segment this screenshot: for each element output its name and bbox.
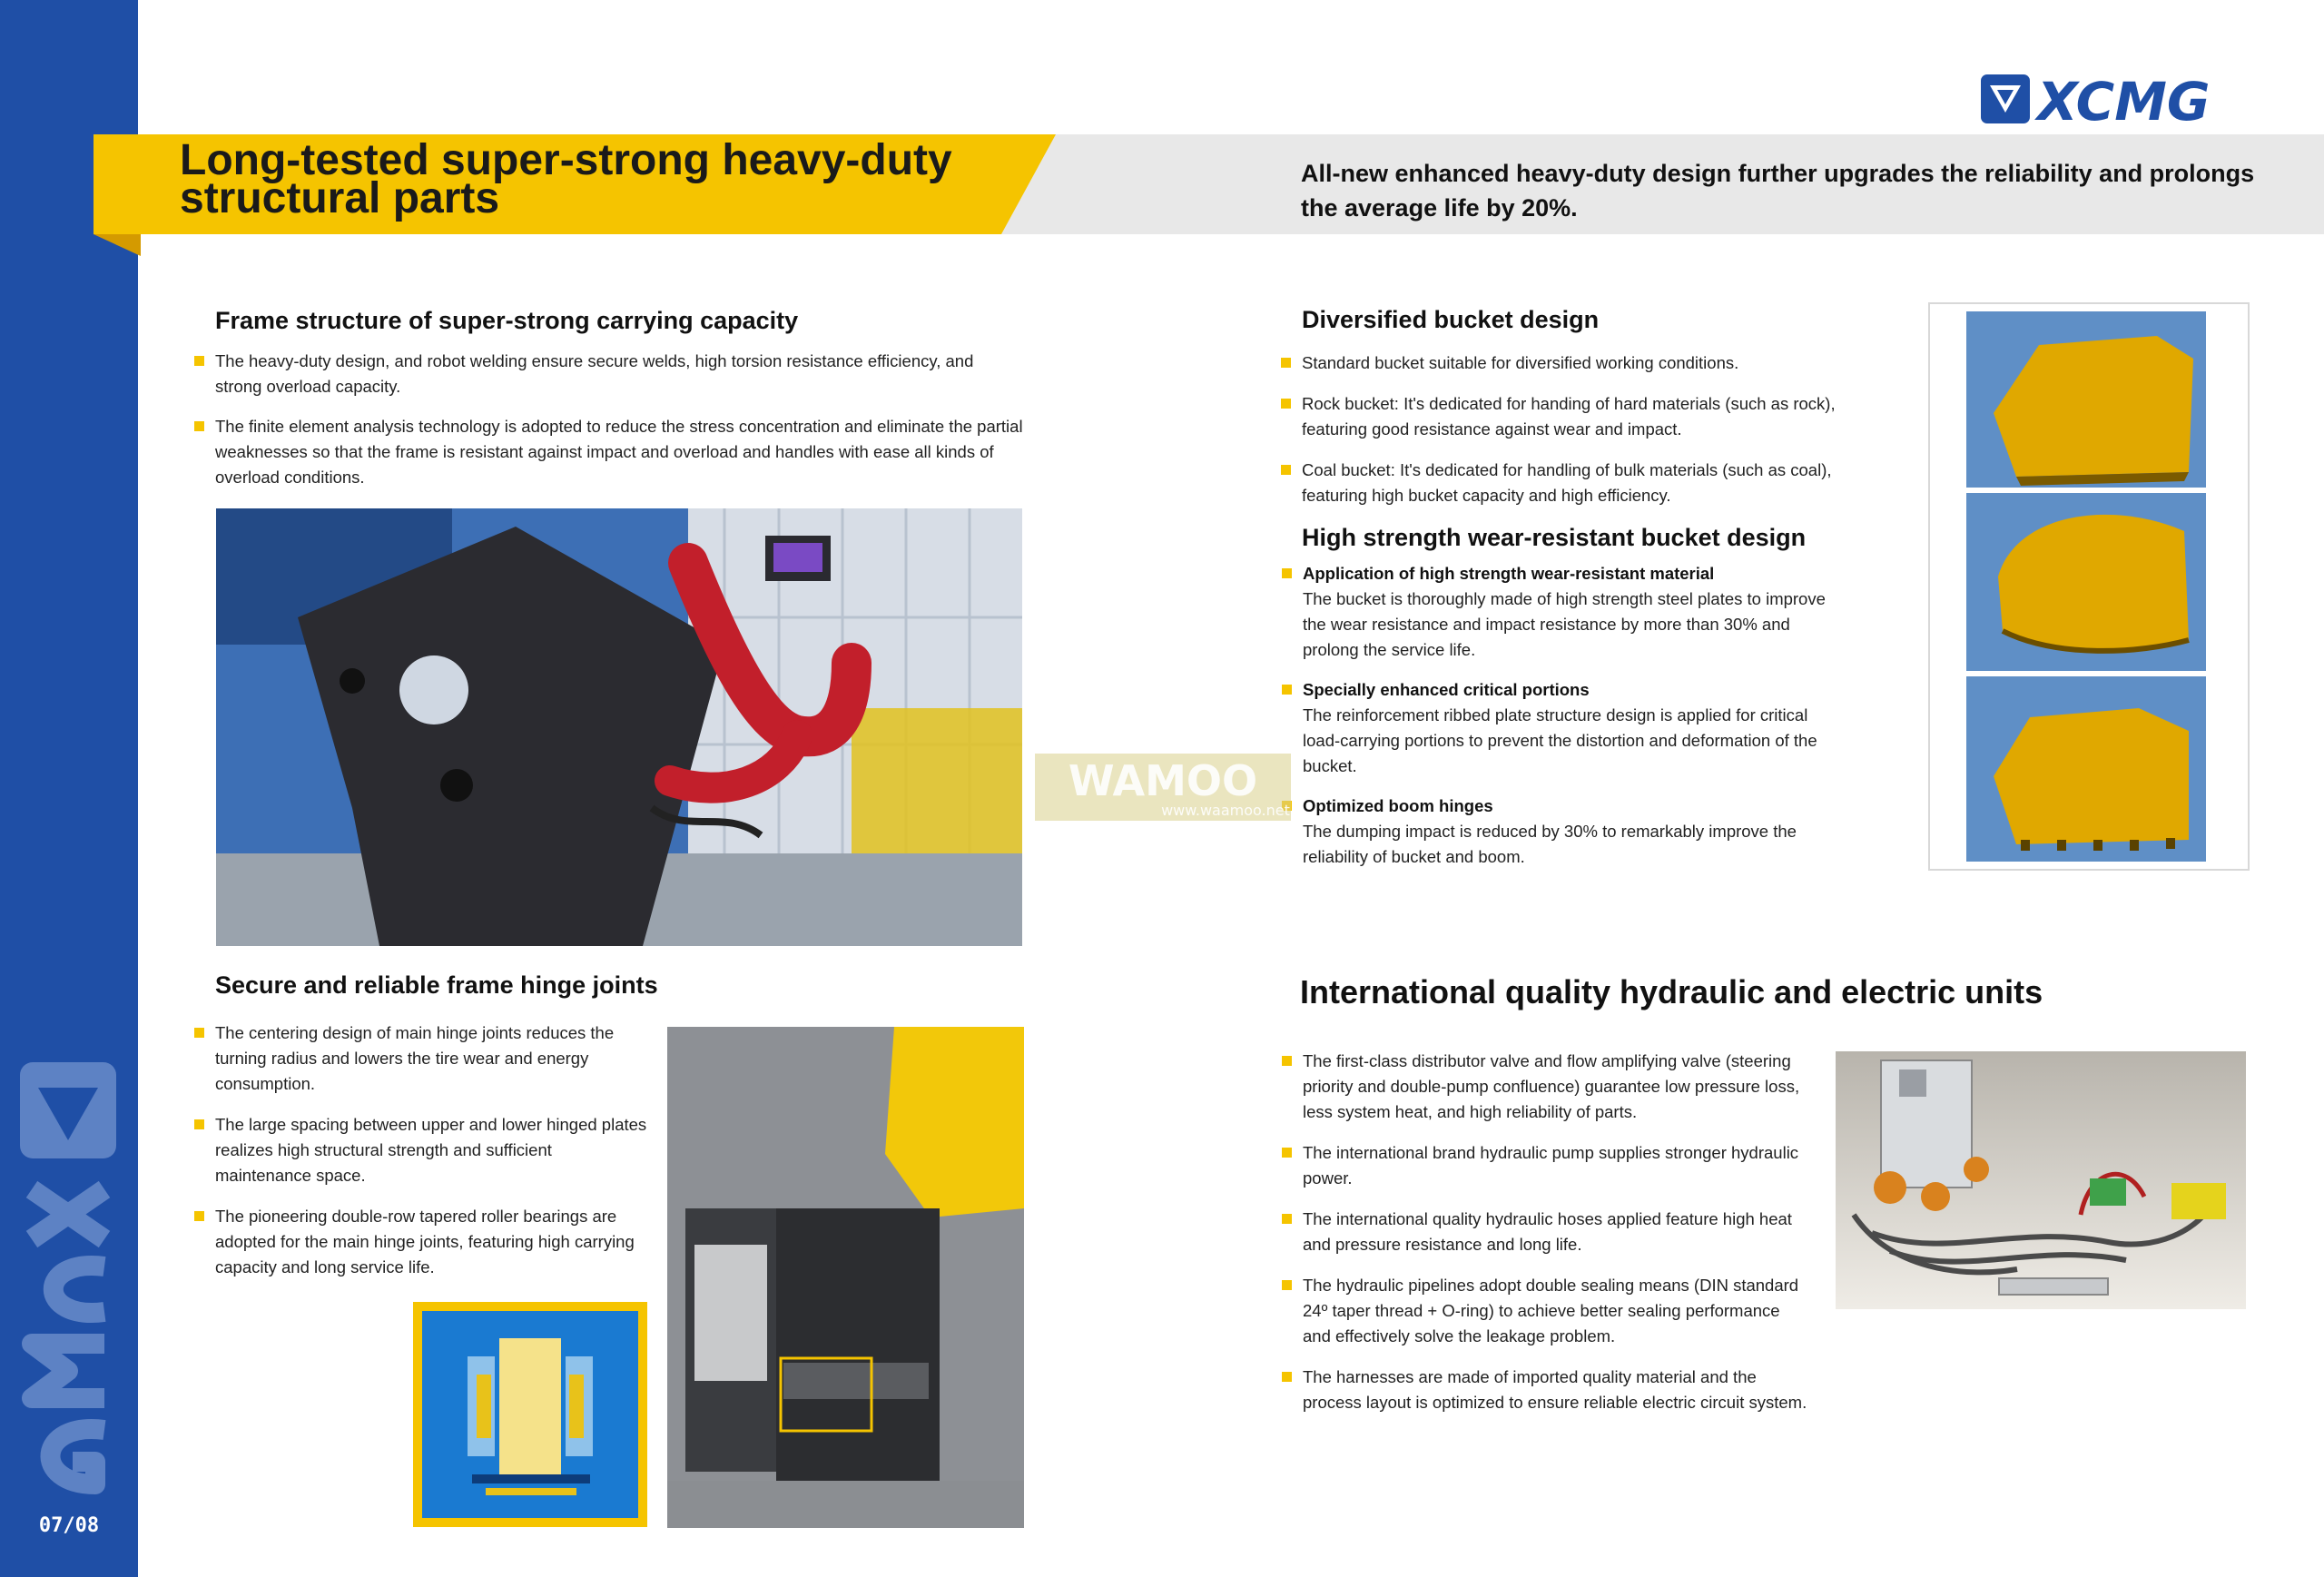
bullet-icon bbox=[1282, 1372, 1292, 1382]
bullet-icon bbox=[1282, 1148, 1292, 1158]
bullet-icon bbox=[194, 421, 204, 431]
hydraulic-section-title: International quality hydraulic and electric units bbox=[1300, 973, 2043, 1010]
hinge-joint-photo bbox=[667, 1027, 1024, 1528]
list-item: The pioneering double-row tapered roller bearings are adopted for the main hinge joints, featuring high carrying capacity and long service life. bbox=[215, 1204, 651, 1280]
list-item: The large spacing between upper and lower hinged plates realizes high structural strength and sufficient maintenance space. bbox=[215, 1112, 651, 1188]
xcmg-vertical-wordmark bbox=[18, 1171, 118, 1498]
bucket-images-panel bbox=[1928, 302, 2250, 871]
page-number: 07/08 bbox=[38, 1514, 100, 1537]
list-item: Coal bucket: It's dedicated for handling of bulk materials (such as coal), featuring high bucket capacity and high efficiency. bbox=[1302, 458, 1846, 508]
svg-text:XCMG: XCMG bbox=[2037, 71, 2211, 127]
bullet-icon bbox=[1281, 465, 1291, 475]
page-title: Long-tested super-strong heavy-duty structural parts bbox=[180, 136, 952, 222]
bullet-icon bbox=[1282, 1056, 1292, 1066]
bucket-section-title: Diversified bucket design bbox=[1302, 306, 1600, 333]
bullet-icon bbox=[1282, 685, 1292, 695]
list-item: The finite element analysis technology is adopted to reduce the stress concentration and eliminate the partial weaknesses so that the frame is resistant against impact and overload and handles with ease all kinds of overload conditions. bbox=[215, 414, 1023, 490]
frame-list bbox=[215, 349, 1023, 505]
list-item: The centering design of main hinge joints reduces the turning radius and lowers the tire wear and energy consumption. bbox=[215, 1020, 651, 1097]
hinge-section-title: Secure and reliable frame hinge joints bbox=[215, 971, 658, 999]
hinge-bearing-diagram bbox=[413, 1302, 647, 1527]
bullet-icon bbox=[194, 356, 204, 366]
bullet-icon bbox=[194, 1211, 204, 1221]
frame-section-title: Frame structure of super-strong carrying capacity bbox=[215, 307, 799, 334]
list-item: Rock bucket: It's dedicated for handing of hard materials (such as rock), featuring good resistance against wear and impact. bbox=[1302, 391, 1846, 442]
bullet-icon bbox=[1282, 1280, 1292, 1290]
robot-welding-photo bbox=[216, 508, 1022, 946]
bullet-icon bbox=[1282, 568, 1292, 578]
list-item: Optimized boom hinges The dumping impact is reduced by 30% to remarkably improve the reliability of bucket and boom. bbox=[1303, 793, 1847, 870]
xcmg-logo bbox=[1979, 71, 2226, 127]
list-item: Application of high strength wear-resistant material The bucket is thoroughly made of high strength steel plates to improve the wear resistance and impact resistance by more than 30% and prolong the service life. bbox=[1303, 561, 1847, 663]
bullet-icon bbox=[1282, 1214, 1292, 1224]
list-item: The heavy-duty design, and robot welding ensure secure welds, high torsion resistance efficiency, and strong overload capacity. bbox=[215, 349, 1023, 399]
bullet-icon bbox=[194, 1119, 204, 1129]
list-item: The harnesses are made of imported quality material and the process layout is optimized to ensure reliable electric circuit system. bbox=[1303, 1365, 1811, 1415]
bullet-icon bbox=[194, 1028, 204, 1038]
bullet-icon bbox=[1281, 399, 1291, 409]
list-item: The hydraulic pipelines adopt double sealing means (DIN standard 24º taper thread + O-ring) to achieve better sealing performance and effectively solve the leakage problem. bbox=[1303, 1273, 1811, 1349]
hydraulic-list bbox=[1303, 1049, 1811, 1431]
list-item: Standard bucket suitable for diversified working conditions. bbox=[1302, 350, 1846, 376]
list-item: The first-class distributor valve and flow amplifying valve (steering priority and double-pump confluence) guarantee low pressure loss, less system heat, and high reliability of parts. bbox=[1303, 1049, 1811, 1125]
bullet-icon bbox=[1281, 358, 1291, 368]
high-strength-list bbox=[1303, 561, 1847, 884]
list-item: Specially enhanced critical portions The reinforcement ribbed plate structure design is applied for critical load-carrying portions to prevent the distortion and deformation of the bucket. bbox=[1303, 677, 1847, 779]
bucket-renders bbox=[1930, 304, 2248, 869]
hinge-list bbox=[215, 1020, 651, 1296]
bucket-list bbox=[1302, 350, 1846, 524]
hydraulic-system-render bbox=[1836, 1051, 2246, 1309]
list-item: The international brand hydraulic pump supplies stronger hydraulic power. bbox=[1303, 1140, 1811, 1191]
svg-text:www.waamoo.net: www.waamoo.net bbox=[1161, 802, 1290, 819]
xcmg-emblem-icon bbox=[18, 1060, 118, 1160]
svg-text:WAMOO: WAMOO bbox=[1068, 756, 1258, 805]
watermark bbox=[1035, 754, 1291, 821]
page-tagline: All-new enhanced heavy-duty design further upgrades the reliability and prolongs the average life by 20%. bbox=[1301, 160, 2255, 222]
list-item: The international quality hydraulic hoses applied feature high heat and pressure resistance and long life. bbox=[1303, 1207, 1811, 1257]
high-strength-section-title: High strength wear-resistant bucket design bbox=[1302, 524, 1807, 551]
